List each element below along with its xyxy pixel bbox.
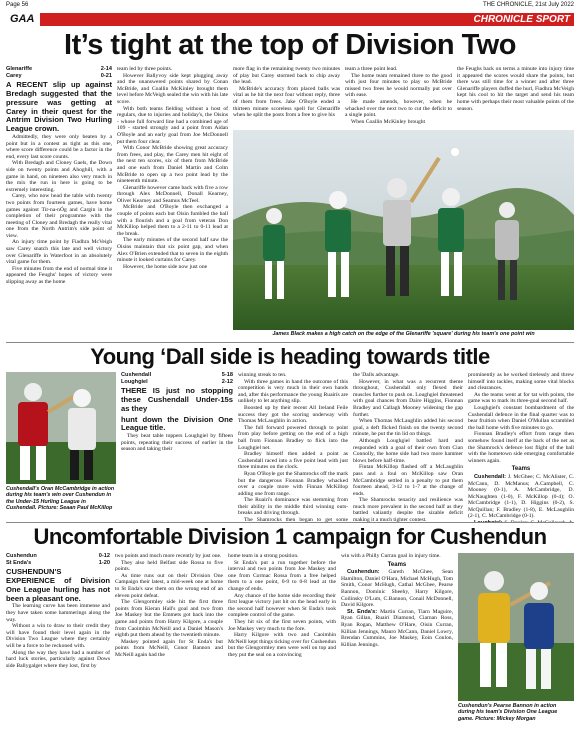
headline-young-dall: Young ‘Dall side is heading towards title — [90, 344, 490, 369]
story1-caption: James Black makes a high catch on the edge of the Glenariffe 'square' during his team's one point win — [272, 331, 535, 337]
story3-teams-heading: Teams — [387, 561, 407, 568]
hurling-action-image — [233, 130, 574, 330]
story1-column-5: the Feughs back on terms a minute into injury time it appeared the scores would share the points, but there was still time for a winner and after three Glenariffe players duffed the hurl, Fiadhra McVeigh kept his cool to hit the target and send his team home with perhaps their most valuable points of the season. — [457, 66, 574, 112]
section-label — [6, 13, 40, 26]
story3-lead: CUSHENDUN'S EXPERIENCE of Division One League hurling has not been a pleasant one. — [6, 567, 110, 603]
cushendall-lineup: J. McGhee; C. McAlister, C. McCann, D. McManus; A.Campbell, C. Mooney (0-1), A. McCambridge, D. McNaughten (1-0), F. McKillop (0-4); O. McCambridge (1-1), D. Higgins (0-2), S. McQuillan; F. Bradley (1-8), E. McLaughlin (2-1), C. McCambridge (0-1). — [468, 473, 574, 520]
cushendall-action-image — [6, 372, 116, 484]
story2-caption: Cushendall's Oran McCambridge in action during his team's win over Cushendun in the Under-15 Hurling League in Cushendall. Picture: Seaan Paul McKillop — [6, 486, 115, 512]
story1-score: Glenariffe 2-14 Carey 0-21 — [6, 66, 112, 79]
story2-teams-heading: Teams — [511, 466, 531, 473]
section-divider — [6, 342, 574, 343]
section-divider-2 — [6, 522, 574, 523]
story2-column-1: Cushendall 5-18 Loughgiel 2-12 THERE IS just no stopping these Cushendall Under-15s as they hunt down the Division One League title. They beat table toppers Loughgiel by fifteen points, repeating their success of earlier in the season and taking their — [121, 372, 233, 453]
st-endas-lineup: Martin Curran, Tiarn Maguire, Ryan Gillan, Ruairí Diamond, Ciarnan Ross, Ryan Rogan, Matthew O'Hare, Oisin Curran, Killian Jennings, Mauro McCann, Daniel Lowry, Brendan Cummins, Joe Maskey, Eoin Conlon, Killian Jennings. — [341, 608, 453, 648]
publication-date: THE CHRONICLE, 21st July 2022 — [482, 2, 574, 8]
story2-column-2: winning streak to ten. With three games in hand the outcome of this competition is very much in their own hands and, after this performance the young Ruairís are unlikely to let anything slip. Boosted up by their recent All Ireland Feile success they got the scoring underway with Thomas McLaughlin in action. The full forward powered through to point from play before getting on the end of a high ball from Fionnan Bradley to flick into the Loughgiel net. Bradley himself then added a point as Cushendall raced into a five point lead with just three minutes on the clock. Ryan O'Boyle got the Shamrocks off the mark but the dangerous Fionnan Bradley whacked over a couple more with Finnan McKillop adding one from range. The Ruairí's dominance was stemming from their ability in the middle third winning outs-breaks and driving through. The Shamrocks then began to get some — [238, 372, 348, 522]
story2-score-box — [6, 356, 116, 372]
brand-label: CHRONICLE SPORT — [473, 14, 570, 25]
hurling-photo-glenariffe — [233, 130, 574, 330]
story3-column-4: win with a Philly Curran goal in injury time. Teams Cushendun: Gareth McGhee, Sean Hamilton, Daniel O'Hara, Michael McHugh, Tom Smith, Conor McHugh, Cathal McGhee, Pearse Bannon, Dominic Sheehy, Harry Kilgore, Coilinsky O'Lum, C.Bannon, Conail McDonnell, David Kilgore. St. Enda's: Martin Curran, Tiarn Maguire, Ryan Gillan, Ruairí Diamond, Ciarnan Ross, Ryan Rogan, Matthew O'Hare, Oisin Curran, Killian Jennings, Mauro McCann, Daniel Lowry, Brendan Cummins, Joe Maskey, Eoin Conlon, Killian Jennings. — [341, 553, 453, 648]
page-header — [6, 2, 574, 12]
story2-column-4: prominently as he worked tirelessly and threw himself into tackles, making some vital blocks and clearances. As the teams went at for tat with points, the game was to mark its three-goal second half. Loughgiel's constant bombardment of the Cushendall defence in the final quarter was to bear fruition when Daniel O'Mullan scrambled the ball home with five minutes to go. Fionnan Bradley's effort from range then somehow found itself at the back of the net as the Shamrock's defence lost flight of the ball with the hometown side emerging comfortable winners again. Teams Cushendall: J. McGhee; C. McAlister, C. McCann, D. McManus; A.Campbell, C. Mooney (0-1), A. McCambridge, D. McNaughten (1-0), F. McKillop (0-4); O. McCambridge (1-1), D. Higgins (0-2), S. McQuillan; F. Bradley (1-8), E. McLaughlin (2-1), C. McCambridge (0-1). — [468, 372, 574, 522]
story3-caption: Cushendun's Pearse Bannon in action during his team's Division One League game. Picture: Mickey Morgan — [458, 703, 558, 722]
story2-lead: THERE IS just no stopping these Cushendall Under-15s as they — [121, 386, 233, 413]
story1-column-1: Glenariffe 2-14 Carey 0-21 A RECENT slip up against Bredagh suggested that the pressure was getting at Carey in their quest for the Antrim Division Two Hurling League crown. Admittedly, they were only beaten by a point but in a contest as tight as this one, where score difference could be a factor in the end, every last score counts. With Bredagh and Cloney Gaels, the Down side on twenty points and Ahoghill, with a game in hand, on nineteen also very much in the mix the run in here is going to be extremely interesting. Carey, who now head the table with twenty two points from fourteen games, have home games against Tír-na-nÓg and Cargin in the completion of their programme with the meeting of Cloney and Bredagh the really vital one from the North Antrim's side point of view. An injury time point by Fiadhra McVeigh saw Carey snatch this late and well victory over Glenariffe in Waterfoot in an absolutely vital game for them. Five minutes from the end of normal time it appeared the Feughs' hopes of victory were slipping away as the home — [6, 66, 112, 286]
story3-column-2: two points and much more recently by just one. They also held Belfast side Rossa to five points. As time runs out on their Division One Campaign their latest, a mid-week one at home to St Enda's saw them on the wrong end of an eleven point defeat. The Glengormley side hit the first three points from Kieran Hall's goal and two from Joe Maskey but the Emmets got back into the game and points from Harry Kilgore, a couple from Caoimhin McNeill and a Daniel Mason's eighth put them ahead by the twentieth minute. Maskey pointed again for St Enda's but points from McNeill, Conor Bannon and McNeill again had the — [115, 553, 223, 658]
cushendun-action-image — [458, 553, 574, 701]
story3-column-1: Cushendun 0-12 St Enda's 1-20 CUSHENDUN'S EXPERIENCE of Division One League hurling has not been a pleasant one. The learning curve has been immense and they have taken some hammerings along the way. Without a win to draw to their credit they will have found their level again in the Division Two League where they certainly will be a force to be reckoned with. Along the way they have had a number of hard luck stories, particularly against Dows side Ballygalget where they lost, first by — [6, 553, 110, 669]
headline-division-two: It’s tight at the top of Division Two — [64, 29, 516, 61]
cushendun-lineup: Gareth McGhee, Sean Hamilton, Daniel O'Hara, Michael McHugh, Tom Smith, Conor McHugh, Cathal McGhee, Pearse Bannon, Dominic Sheehy, Harry Kilgore, Coilinsky O'Lum, C.Bannon, Conail McDonnell, David Kilgore. — [341, 569, 453, 609]
story2-column-3: the 'Dalls advantage. However, in what was a recurrent theme throughout, Cushendall only flexed their muscles further to push on. Loughgiel threatened with goal chances from Daire Higgins, Fionnan Bradley and Callagh Mooney widening the gap further. When Thomas McLaughlin added his second goal, a deft flicked finish on the twenty second minute, he put the tin lid on things. Although Loughgiel battled hard and responded with a goal of their own from Cian Connolly, the home side had two more hammer blows before half-time. Fintan McKillop flashed off a McLaughlin pass and a foul on McKillop saw Oran McCambridge settled in a penalty to put them fourteen ahead, 3-12 to 1-7 at the change of ends. The Shamrocks tenacity and resilience was much more prevalent in the second half as they battled valiantly despite the sizable deficit making it a much tighter contest. — [353, 372, 463, 522]
headline-cushendun: Uncomfortable Division 1 campaign for Cushendun — [33, 524, 547, 549]
story1-lead: A RECENT slip up against Bredagh suggested that the pressure was getting at Carey in their quest for the Antrim Division Two Hurling League crown. — [6, 80, 112, 134]
story1-column-4: team a three point lead. The home team remained three to the good with just four minutes to play so McBride missed two frees he would normally put over with ease. He made amends, however, when he whacked over the next two to cut the deficit to a single point. When Coallin McKinley brought — [345, 66, 452, 125]
story1-column-2: team led by three points. However Ballyvoy side kept plugging away and the unanswered points shared by Conan McBride, and Coallin McKinley brought them level before McVeigh sealed the win with his late score. With both teams fielding without a host of regulars, due to injuries and holiday's, the Oisins - whose full forward line had a combined age of 109 - started strongly and a point from Aidan O'Boyle and an early goal from Joe McDonnell put them four clear. With Conor McBride showing great accuracy from frees, and play, the Carey men hit eight of the next ten scores, six of them from McBride and one each from Daniel Martin and Colm McBride to open up a two point lead by the nineteenth minute. Glenariffe however came back with five a row through Alex McDonnell, Donall Kearney, Oliver Kearney and Seamus McTeel. McBride and O'Boyle then exchanged a couple of points each but Oisin fumbled the ball with a flourish and a goal from veteran Don McKillop helped them to a 2-11 to 0-11 lead at the break. The early minutes of the second half saw the Oisins maintain that six point gap, and when Alex O'Brien extended that to seven in the eighth minute it looked curtains for Carey. However, the home side now just one — [117, 66, 228, 270]
gaa-logo-text: GAA — [10, 13, 35, 25]
story3-score: Cushendun 0-12 St Enda's 1-20 — [6, 553, 110, 566]
story2-score: Cushendall 5-18 Loughgiel 2-12 — [121, 372, 233, 385]
hurling-photo-cushendun — [458, 553, 574, 701]
page-number: Page 56 — [6, 2, 29, 8]
story2-lead-2: hunt down the Division One League title. — [121, 414, 233, 433]
hurling-photo-cushendall — [6, 372, 116, 484]
story3-column-3: home team in a strong position. St Enda's put a run together before the interval and two points from Joe Maskey and one from Cormac Rossa from a free helped them to a one point, 0-9 to 0-8 lead at the change of ends. Any chance of the home side recording their first league victory just hit on the head early in the second half however when St Enda's took complete control of the game. They hit six of the first seven points, with Joe Maskey very much to the fore. Harry Kilgore with two and Caoimhin McNeill kept things ticking over for Cushendun but the Glengormley men were well on top and they put the seal on a convincing — [228, 553, 336, 658]
story1-column-3: more flag in the remaining twenty two minutes of play but Carey stormed back to chip away the lead. McBride's accuracy from placed balls was vital as he hit the next four without reply, three of them from frees. Jake O'Boyle ended a thirteen minute scoreless spell for Glenariffe when he split the posts from a free to give his — [233, 66, 340, 119]
